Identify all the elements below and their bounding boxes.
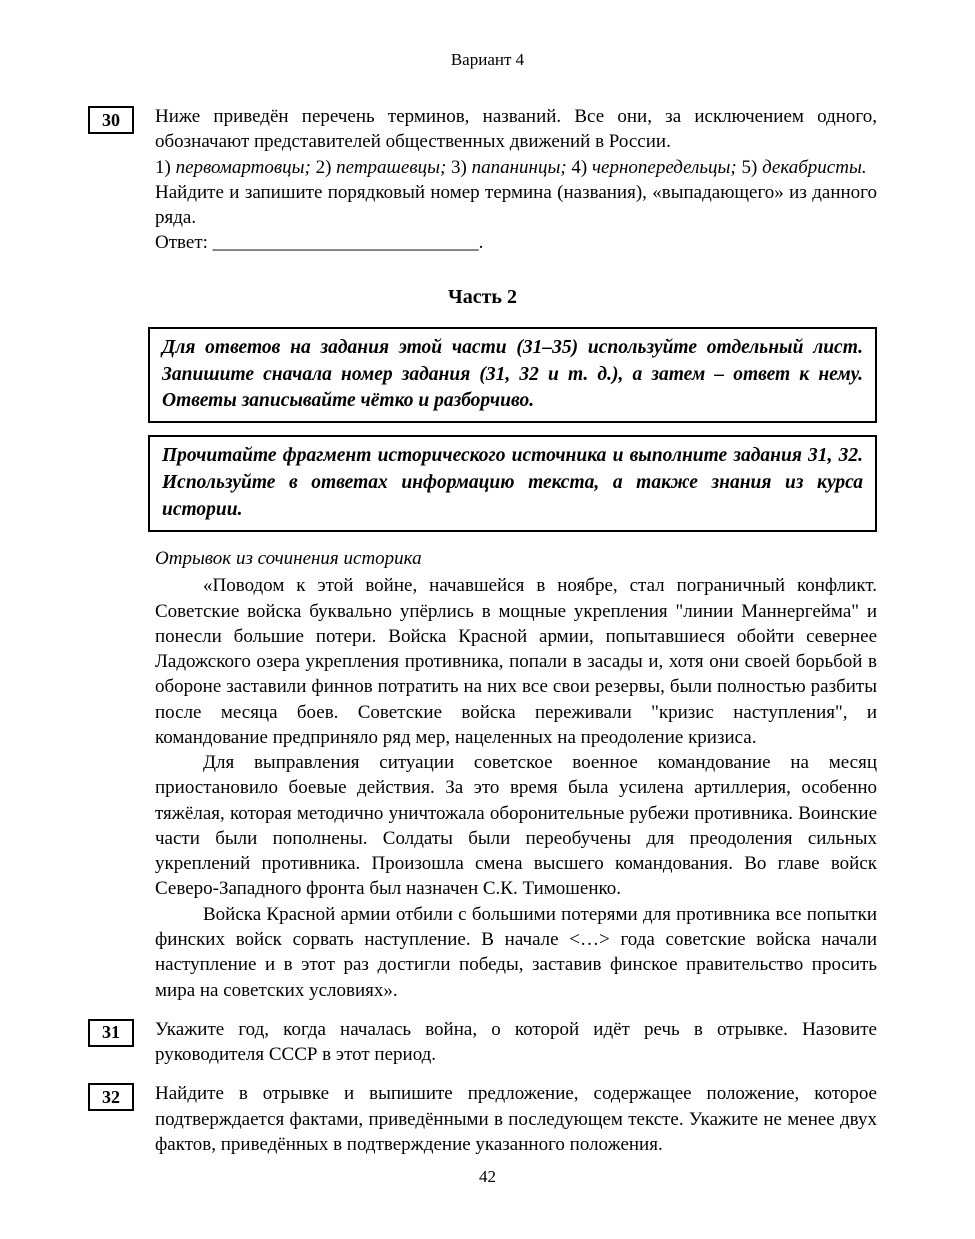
task-31-body <box>155 1017 877 1068</box>
term-4-number: 4) <box>571 156 588 178</box>
task-32-number-box <box>88 1083 134 1111</box>
term-2-number: 2) <box>315 156 332 178</box>
task-31-row <box>88 1017 877 1068</box>
term-5-label: декабристы. <box>762 156 867 178</box>
excerpt-paragraph-2: Для выправления ситуации советское военное командование на месяц приостановило боевые действия. За это время была усилена артиллерия, особенно тяжёлая, которая методично уничтожала оборонительные рубежи противника. Воинские части были пополнены. Солдаты были переобучены для преодоления сильных укреплений противника. Произошла смена высшего командования. Во главе войск Северо-Западного фронта был назначен С.К. Тимошенко. <box>155 752 877 900</box>
term-4-label: чернопередельцы; <box>591 156 737 178</box>
task-31-number-box <box>88 1019 134 1047</box>
page-number: 42 <box>479 1167 496 1186</box>
term-3-number: 3) <box>451 156 467 178</box>
term-3-label: папанинцы; <box>471 156 567 178</box>
variant-header: Вариант 4 <box>450 50 525 69</box>
task-32-row <box>88 1081 877 1157</box>
source-instructions-box <box>148 435 877 532</box>
term-2-label: петрашевцы; <box>336 156 447 178</box>
excerpt-section <box>155 546 877 1003</box>
task-30-intro: Ниже приведён перечень терминов, названий. Все они, за исключением одного, обозначают представителей общественных движений в России. <box>155 106 877 153</box>
task-32-body <box>155 1081 877 1157</box>
source-instructions-text: Прочитайте фрагмент исторического источника и выполните задания 31, 32. Используйте в ответах информацию текста, а также знания из курса истории. <box>162 445 863 521</box>
bottom-tasks <box>88 1017 877 1157</box>
excerpt-title: Отрывок из сочинения историка <box>155 548 422 570</box>
excerpt-paragraph-3: Войска Красной армии отбили с большими потерями для противника все попытки финских войск сорвать наступление. В начале <…> года советские войска начали наступление и в этот раз достигли победы, заставив финское правительство просить мира на советских условиях». <box>155 903 877 1001</box>
task-30-body <box>155 104 877 256</box>
task-30-row <box>88 104 877 256</box>
task-32-text: Найдите в отрывке и выпишите предложение, содержащее положение, которое подтверждается фактами, приведёнными в последующем тексте. Укажите не менее двух фактов, приведённых в подтверждение указанного положения. <box>155 1083 877 1155</box>
task-30-number-box <box>88 106 134 134</box>
answer-blank: ____________________________. <box>212 232 484 254</box>
task-30-answer-line <box>155 230 877 255</box>
task-30-instruction: Найдите и запишите порядковый номер термина (названия), «выпадающего» из данного ряда. <box>155 181 877 229</box>
term-5-number: 5) <box>741 156 758 178</box>
task-31-text: Укажите год, когда началась война, о которой идёт речь в отрывке. Назовите руководителя СССР в этот период. <box>155 1018 877 1066</box>
task-30-terms-line <box>155 155 877 180</box>
task-32-number: 32 <box>102 1086 120 1107</box>
page-content <box>88 104 877 1157</box>
excerpt-paragraph-1: «Поводом к этой войне, начавшейся в ноябре, стал пограничный конфликт. Советские войска буквально упёрлись в мощные укрепления "линии Маннергейма" и понесли большие потери. Войска Красной армии, попытавшиеся обойти севернее Ладожского озера укрепления противника, попали в засады и, хотя они своей борьбой в обороне заставили финнов потратить на них все свои резервы, были полностью разбиты после месяца боев. Советские войска переживали "кризис наступления", и командование предприняло ряд мер, нацеленных на преодоление кризиса. <box>155 575 877 748</box>
part2-heading: Часть 2 <box>448 285 517 308</box>
answer-label: Ответ: <box>155 232 208 254</box>
task-30-number: 30 <box>102 109 120 130</box>
part2-instructions-text: Для ответов на задания этой части (31–35) используйте отдельный лист. Запишите сначала номер задания (31, 32 и т. д.), а затем – ответ к нему. Ответы записывайте чётко и разборчиво. <box>162 336 863 412</box>
term-1-label: первомартовцы; <box>175 156 311 178</box>
task-31-number: 31 <box>102 1022 120 1043</box>
term-1-number: 1) <box>155 156 171 178</box>
part2-instructions-box <box>148 327 877 424</box>
